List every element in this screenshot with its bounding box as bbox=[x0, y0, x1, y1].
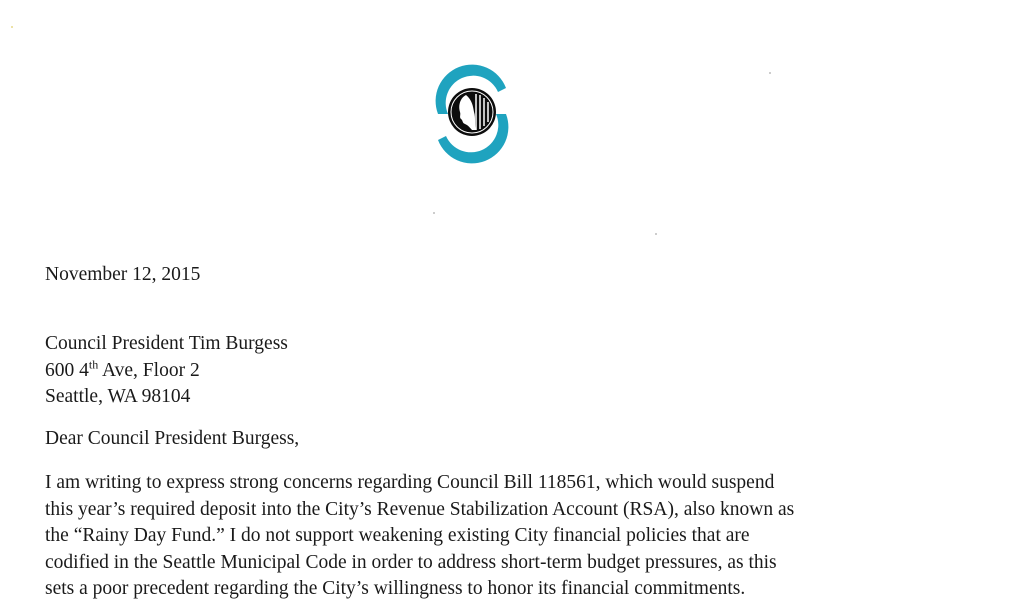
letter-date: November 12, 2015 bbox=[45, 264, 201, 285]
city-seal-logo-icon bbox=[418, 62, 526, 166]
body-line: the “Rainy Day Fund.” I do not support weakening existing City financial policies that are bbox=[45, 525, 750, 546]
body-paragraph bbox=[45, 470, 945, 603]
recipient-address bbox=[45, 331, 288, 411]
scan-speck bbox=[769, 72, 771, 74]
address-line-2-ordinal: th bbox=[88, 357, 99, 371]
address-line-2 bbox=[45, 358, 288, 385]
body-line: sets a poor precedent regarding the City’s willingness to honor its financial commitments. bbox=[45, 578, 746, 599]
scan-speck bbox=[11, 26, 13, 28]
address-line-2-prefix: 600 4 bbox=[45, 359, 89, 381]
body-line: this year’s required deposit into the City’s Revenue Stabilization Account (RSA), also known as bbox=[45, 498, 795, 520]
scan-speck bbox=[655, 233, 657, 235]
address-line-1: Council President Tim Burgess bbox=[45, 333, 288, 354]
salutation: Dear Council President Burgess, bbox=[45, 428, 300, 449]
seal-graphic bbox=[418, 62, 526, 166]
address-line-2-suffix: Ave, Floor 2 bbox=[98, 359, 200, 381]
body-line: I am writing to express strong concerns regarding Council Bill 118561, which would suspend bbox=[45, 472, 775, 493]
body-line: codified in the Seattle Municipal Code in order to address short-term budget pressures, as this bbox=[45, 551, 777, 573]
address-line-3: Seattle, WA 98104 bbox=[45, 386, 191, 407]
scan-speck bbox=[433, 212, 435, 214]
